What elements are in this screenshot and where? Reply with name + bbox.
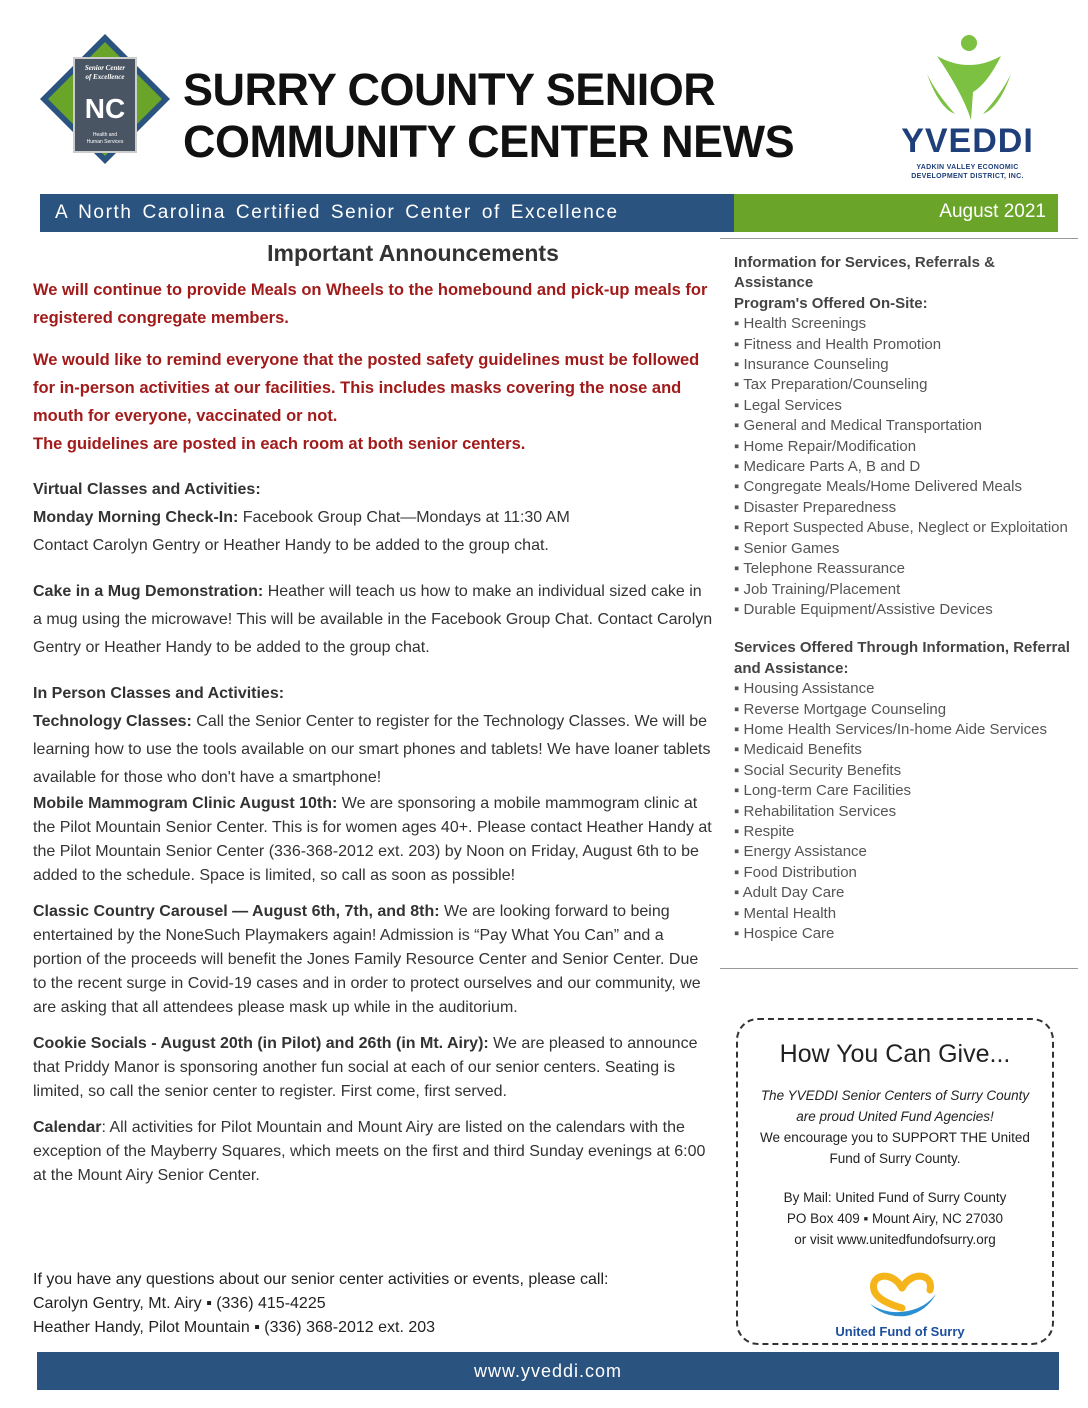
safety-notice: We would like to remind everyone that the posted safety guidelines must be followed for in-person activities at our facilities. This includes masks covering the nose and mouth for everyone, vaccinated or not.	[33, 351, 700, 425]
contact-info	[33, 1268, 713, 1340]
list-item: ▪ Tax Preparation/Counseling	[734, 375, 1074, 395]
contact-heather: Heather Handy, Pilot Mountain ▪ (336) 368-2012 ext. 203	[33, 1319, 436, 1336]
announcements-heading: Important Announcements	[267, 240, 559, 266]
date-banner	[734, 194, 1058, 232]
svg-text:NC: NC	[84, 93, 126, 124]
title-line-2: COMMUNITY CENTER NEWS	[183, 116, 795, 167]
yveddi-logo-figure-icon	[897, 34, 1047, 184]
guidelines-notice: The guidelines are posted in each room at both senior centers.	[33, 435, 526, 453]
yveddi-logo-name: YVEDDI	[901, 122, 1034, 160]
cookie-social-item: Cookie Socials - August 20th (in Pilot) and 26th (in Mt. Airy): We are pleased to announce that Priddy Manor is sponsoring another fun social at each of our senior centers. Seating is limited, so call the senior center to register. First come, first served.	[33, 1035, 698, 1100]
carousel-item: Classic Country Carousel — August 6th, 7th, and 8th: We are looking forward to being entertained by the NoneSuch Playmakers again! Admission is “Pay What You Can” and a portion of the proceeds will benefit the Jones Family Resource Center and Senior Center. Due to the recent surge in Covid-19 cases and in order to protect ourselves and our community, we are asking that all attendees please mask up while in the auditorium.	[33, 903, 701, 1016]
technology-item: Technology Classes: Call the Senior Center to register for the Technology Classes. We will be learning how to use the tools available on our smart phones and tablets! We have loaner tablets available for those who don't have a smartphone!	[33, 713, 711, 786]
meals-notice: We will continue to provide Meals on Wheels to the homebound and pick-up meals for registered congregate members.	[33, 281, 708, 327]
svg-text:Human Services: Human Services	[86, 139, 124, 145]
list-item: ▪ Health Screenings	[734, 314, 1074, 334]
svg-text:Senior Center: Senior Center	[84, 64, 126, 72]
onsite-heading: Program's Offered On-Site:	[734, 294, 928, 312]
checkin-item: Monday Morning Check-In: Facebook Group Chat—Mondays at 11:30 AM	[33, 509, 570, 526]
list-item: ▪ Telephone Reassurance	[734, 559, 1074, 579]
contact-carolyn: Carolyn Gentry, Mt. Airy ▪ (336) 415-4225	[33, 1295, 326, 1312]
give-text	[750, 1085, 1040, 1250]
list-item: ▪ Report Suspected Abuse, Neglect or Exploitation	[734, 518, 1074, 538]
list-item: ▪ Mental Health	[734, 904, 1074, 924]
united-fund-statement: The YVEDDI Senior Centers of Surry County are proud United Fund Agencies!	[760, 1088, 1030, 1124]
list-item: ▪ Respite	[734, 822, 1074, 842]
list-item: ▪ Social Security Benefits	[734, 761, 1074, 781]
united-fund-name: United Fund of Surry	[835, 1324, 965, 1339]
tagline-banner	[40, 194, 734, 232]
checkin-contact: Contact Carolyn Gentry or Heather Handy to be added to the group chat.	[33, 537, 549, 554]
list-item: ▪ Rehabilitation Services	[734, 802, 1074, 822]
sidebar-divider-middle	[720, 968, 1078, 969]
website-link[interactable]: www.yveddi.com	[473, 1361, 623, 1381]
yveddi-logo-subtitle: YADKIN VALLEY ECONOMIC DEVELOPMENT DISTRICT, INC.	[911, 164, 1024, 180]
newsletter-title	[183, 64, 794, 168]
cake-item: Cake in a Mug Demonstration: Heather will teach us how to make an individual sized cake in a mug using the microwave! This will be available in the Facebook Group Chat. Contact Carolyn Gentry or Heather Handy to be added to the group chat.	[33, 583, 713, 656]
calendar-item: Calendar: All activities for Pilot Mountain and Mount Airy are listed on the calendars with the exception of the Mayberry Squares, which meets on the first and third Sunday evenings at 6:00 at the Mount Airy Senior Center.	[33, 1119, 706, 1184]
list-item: ▪ Energy Assistance	[734, 842, 1074, 862]
announcements-section	[33, 240, 713, 1188]
support-statement: We encourage you to SUPPORT THE United Fund of Surry County.	[760, 1130, 1030, 1166]
issue-date: August 2021	[939, 201, 1046, 222]
mail-line-3: or visit www.unitedfundofsurry.org	[794, 1232, 996, 1247]
list-item: ▪ Disaster Preparedness	[734, 498, 1074, 518]
united-fund-heart-hand-icon	[862, 1268, 942, 1320]
list-item: ▪ Home Repair/Modification	[734, 437, 1074, 457]
list-item: ▪ Long-term Care Facilities	[734, 781, 1074, 801]
list-item: ▪ Adult Day Care	[734, 883, 1074, 903]
footer-bar	[37, 1352, 1059, 1390]
senior-center-excellence-badge	[38, 32, 172, 166]
svg-text:Health and: Health and	[92, 132, 118, 138]
services-sidebar	[734, 253, 1074, 944]
mail-line-1: By Mail: United Fund of Surry County	[783, 1190, 1007, 1205]
list-item: ▪ Fitness and Health Promotion	[734, 335, 1074, 355]
list-item: ▪ Congregate Meals/Home Delivered Meals	[734, 477, 1074, 497]
list-item: ▪ Home Health Services/In-home Aide Services	[734, 720, 1074, 740]
sidebar-divider-top	[720, 238, 1078, 239]
contact-intro: If you have any questions about our senior center activities or events, please call:	[33, 1271, 609, 1288]
onsite-list	[734, 314, 1074, 620]
referral-heading: Services Offered Through Information, Referral and Assistance:	[734, 639, 1070, 677]
list-item: ▪ Reverse Mortgage Counseling	[734, 700, 1074, 720]
list-item: ▪ Legal Services	[734, 396, 1074, 416]
tagline-text: A North Carolina Certified Senior Center of Excellence	[55, 202, 619, 223]
mammogram-item: Mobile Mammogram Clinic August 10th: We are sponsoring a mobile mammogram clinic at the Pilot Mountain Senior Center. This is for women ages 40+. Please contact Heather Handy at the Pilot Mountain Senior Center (336-368-2012 ext. 203) by Noon on Friday, August 6th to be added to the schedule. Space is limited, so call as soon as possible!	[33, 795, 712, 884]
svg-text:of Excellence: of Excellence	[85, 73, 125, 81]
list-item: ▪ Durable Equipment/Assistive Devices	[734, 600, 1074, 620]
list-item: ▪ Insurance Counseling	[734, 355, 1074, 375]
mail-line-2: PO Box 409 ▪ Mount Airy, NC 27030	[786, 1211, 1004, 1226]
services-heading: Information for Services, Referrals & Assistance	[734, 254, 995, 292]
list-item: ▪ Senior Games	[734, 539, 1074, 559]
list-item: ▪ Medicare Parts A, B and D	[734, 457, 1074, 477]
give-heading: How You Can Give...	[779, 1040, 1011, 1068]
list-item: ▪ General and Medical Transportation	[734, 416, 1074, 436]
list-item: ▪ Medicaid Benefits	[734, 740, 1074, 760]
title-line-1: SURRY COUNTY SENIOR	[183, 64, 716, 115]
list-item: ▪ Hospice Care	[734, 924, 1074, 944]
list-item: ▪ Housing Assistance	[734, 679, 1074, 699]
referral-list	[734, 679, 1074, 944]
list-item: ▪ Food Distribution	[734, 863, 1074, 883]
virtual-heading: Virtual Classes and Activities:	[33, 481, 261, 498]
inperson-heading: In Person Classes and Activities:	[33, 685, 285, 702]
list-item: ▪ Job Training/Placement	[734, 580, 1074, 600]
